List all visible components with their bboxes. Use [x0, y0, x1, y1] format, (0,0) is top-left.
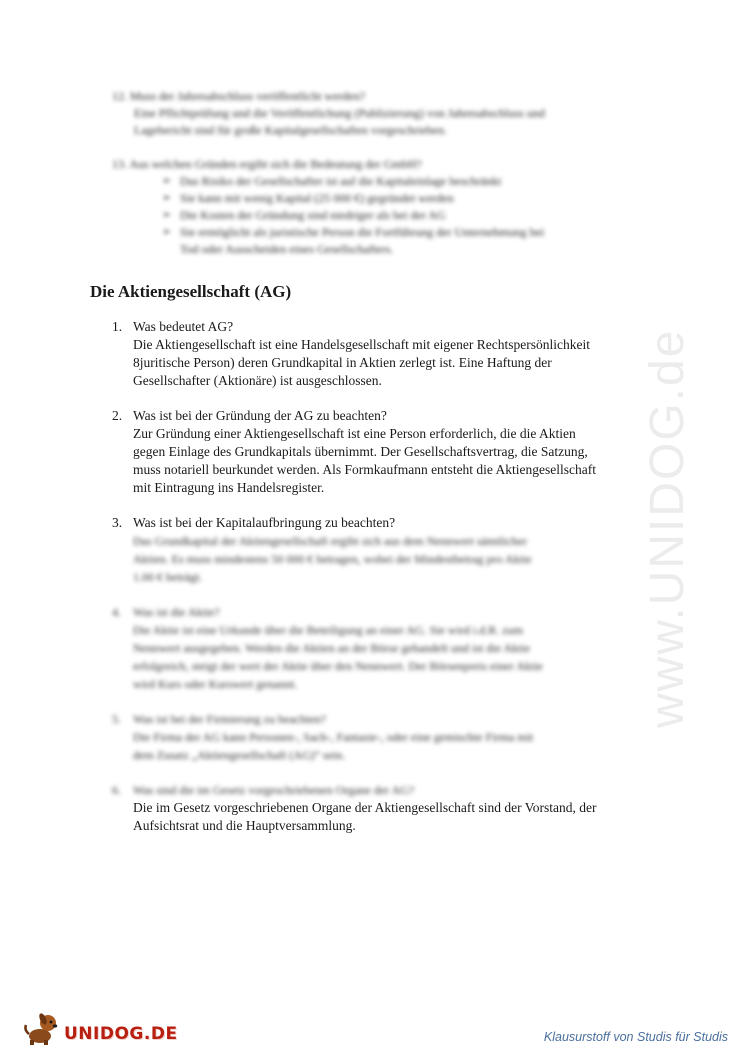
logo-text: UNIDOG.DE	[64, 1024, 178, 1044]
list-item	[112, 781, 672, 835]
section-title: Die Aktiengesellschaft (AG)	[90, 282, 292, 301]
item-number: 6.	[112, 783, 121, 797]
list-item	[112, 514, 672, 586]
unidog-logo[interactable]	[22, 1010, 178, 1046]
item-question: Was ist bei der Firmierung zu beachten?	[133, 712, 326, 726]
item-answer-line: Die im Gesetz vorgeschriebenen Organe der Aktiengesellschaft sind der Vorstand, der	[133, 800, 597, 815]
item-question: Was ist die Aktie?	[133, 605, 220, 619]
dog-icon	[22, 1010, 62, 1046]
item-answer-line: Die Aktiengesellschaft ist eine Handelsgesellschaft mit eigener Rechtspersönlichkeit	[133, 337, 590, 352]
item-answer-line: mit Eintragung ins Handelsregister.	[133, 480, 325, 495]
item-number: 1.	[112, 319, 123, 334]
watermark-text: www.UNIDOG.de	[641, 328, 694, 728]
previous-questions-blurred	[112, 88, 672, 258]
item-number: 5.	[112, 712, 121, 726]
item-question: Was sind die im Gesetz vorgeschriebenen Organe der AG?	[133, 783, 415, 797]
ag-question-list	[112, 318, 672, 852]
item-question: Was bedeutet AG?	[133, 319, 234, 334]
item-answer-line: 8juritische Person) deren Grundkapital in Aktien zerlegt ist. Eine Haftung der	[133, 355, 552, 370]
bullet-item: ➢ Die Kosten der Gründung sind niedriger als bei der AG	[162, 207, 672, 224]
item-answer-line: muss notariell beurkundet werden. Als Formkaufmann entsteht die Aktiengesellschaft	[133, 462, 597, 477]
item-question: Was ist bei der Gründung der AG zu beachten?	[133, 408, 387, 423]
item-answer-blurred: Das Grundkapital der Aktiengesellschaft ergibt sich aus dem Nennwert sämtlicher Aktien. Es muss mindestens 50 000 € betragen, wobei der Mindestbetrag pro Aktie 1.00 € beträgt.	[133, 534, 532, 584]
footer-tagline: Klausurstoff von Studis für Studis	[543, 1030, 728, 1044]
gmbh-reasons-list	[112, 173, 672, 258]
list-item	[112, 710, 672, 764]
question-13: 13. Aus welchen Gründen ergibt sich die Bedeutung der GmbH?	[112, 157, 422, 171]
question-12: 12. Muss der Jahresabschluss veröffentlicht werden?	[112, 89, 366, 103]
item-number: 4.	[112, 605, 121, 619]
list-item	[112, 407, 672, 497]
bullet-item: ➢ Das Risiko der Gesellschafter ist auf die Kapitaleinlage beschränkt	[162, 173, 672, 190]
item-answer-line: Zur Gründung einer Aktiengesellschaft ist eine Person erforderlich, die die Aktien	[133, 426, 576, 441]
item-question: Was ist bei der Kapitalaufbringung zu beachten?	[133, 515, 396, 530]
answer-12-line-1: Eine Pflichtprüfung und die Veröffentlichung (Publizierung) von Jahresabschluss und	[134, 106, 545, 120]
item-number: 3.	[112, 515, 123, 530]
bullet-item: ➢ Sie kann mit wenig Kapital (25 000 €) gegründet werden	[162, 190, 672, 207]
item-answer-line: Aufsichtsrat und die Hauptversammlung.	[133, 818, 356, 833]
item-answer-blurred: Die Firma der AG kann Personen-, Sach-, Fantasie-, oder eine gemischte Firma mit dem Zusatz „Aktiengesellschaft (AG)“ sein.	[133, 730, 534, 762]
bullet-item: ➢ Sie ermöglicht als juristische Person die Fortführung der Unternehmung bei Tod oder Ausscheiden eines Gesellschafters.	[162, 224, 672, 258]
item-answer-line: gegen Einlage des Grundkapitals übernimmt. Der Gesellschaftsvertrag, die Satzung,	[133, 444, 588, 459]
list-item	[112, 318, 672, 390]
item-answer-blurred: Die Aktie ist eine Urkunde über die Beteiligung an einer AG. Sie wird i.d.R. zum Nennwert ausgegeben. Werden die Aktien an der Börse gehandelt und ist die Aktie erfolgreich, steigt der wert der Aktie über den Nennwert. Der Börsenpreis einer Aktie wird Kurs oder Kurswert genannt.	[133, 623, 543, 691]
list-item	[112, 603, 672, 693]
answer-12-line-2: Lagebericht sind für große Kapitalgesellschaften vorgeschrieben.	[134, 123, 447, 137]
item-number: 2.	[112, 408, 123, 423]
item-answer-line: Gesellschafter (Aktionäre) ist ausgeschlossen.	[133, 373, 382, 388]
